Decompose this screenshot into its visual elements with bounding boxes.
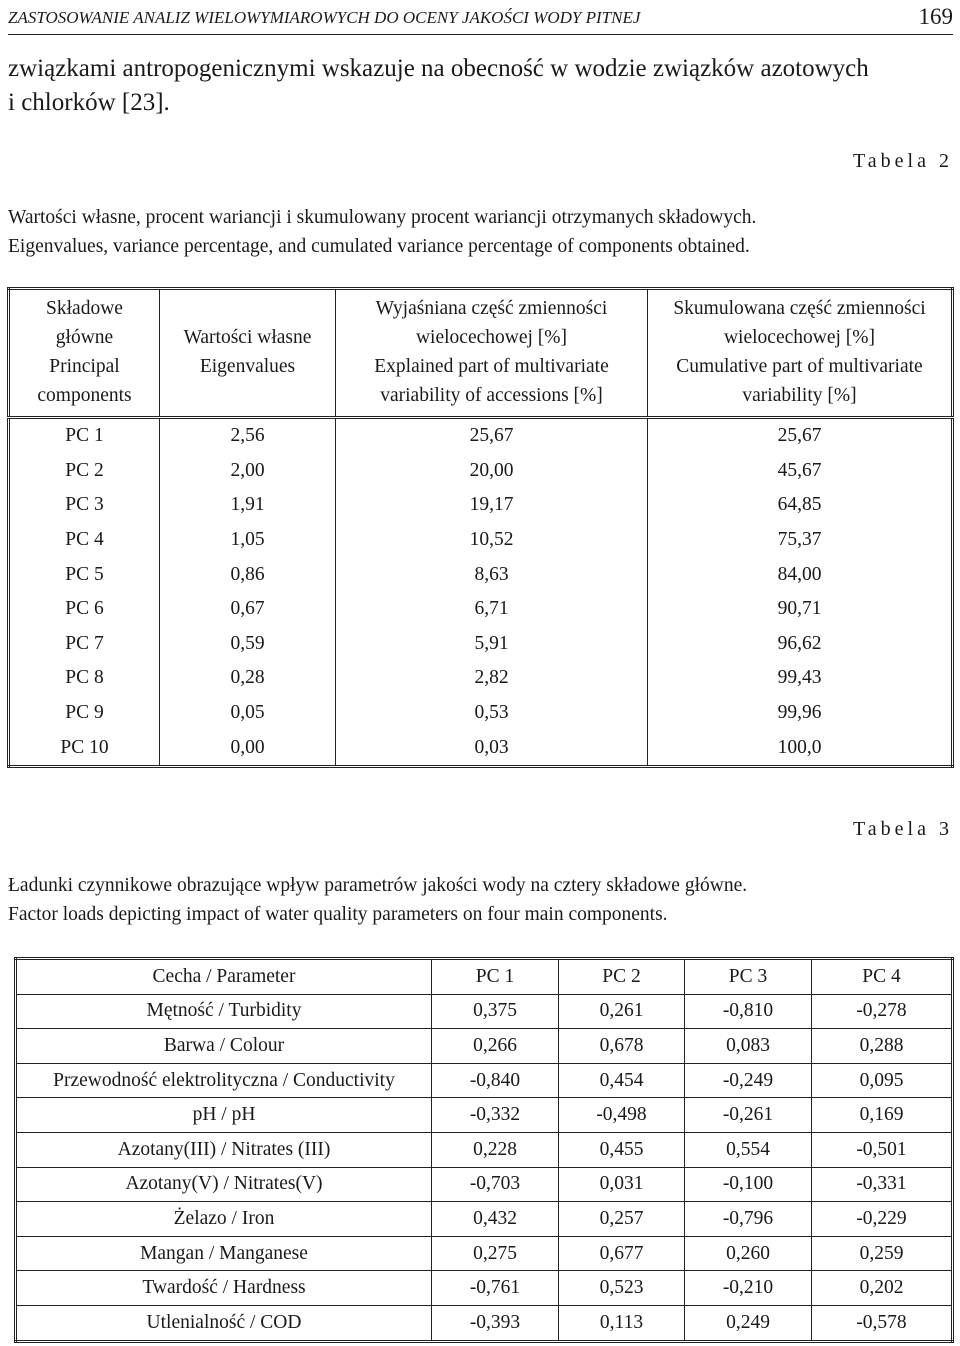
header-line: Explained part of multivariate — [374, 356, 609, 377]
column-header — [336, 289, 648, 418]
table-cell: -0,249 — [685, 1063, 812, 1098]
table-row — [9, 454, 953, 489]
table-cell: PC 10 — [9, 730, 160, 766]
table-cell: 0,259 — [812, 1236, 953, 1271]
table-cell: 20,00 — [336, 454, 648, 489]
table-cell: -0,498 — [559, 1098, 685, 1133]
table-cell: 1,05 — [160, 523, 336, 558]
table-cell: 0,03 — [336, 730, 648, 766]
table-cell: Żelazo / Iron — [16, 1202, 432, 1237]
table3-label: Tabela 3 — [852, 818, 953, 840]
table-cell: -0,501 — [812, 1132, 953, 1167]
table-row — [9, 730, 953, 766]
table-row — [16, 1063, 953, 1098]
table-cell: 0,113 — [559, 1305, 685, 1341]
table-cell: 0,261 — [559, 994, 685, 1029]
column-header — [648, 289, 953, 418]
table-cell: PC 9 — [9, 696, 160, 731]
page-number: 169 — [918, 4, 953, 29]
header-line: wielocechowej [%] — [723, 327, 876, 348]
header-line: wielocechowej [%] — [415, 327, 568, 348]
table-cell: PC 6 — [9, 592, 160, 627]
header-line: Wartości własne — [183, 327, 312, 348]
header-line: główne — [55, 327, 114, 348]
table-cell: -0,210 — [685, 1271, 812, 1306]
table-cell: 64,85 — [777, 494, 822, 516]
table-cell: -0,261 — [685, 1098, 812, 1133]
table-cell: 0,257 — [559, 1202, 685, 1237]
table-cell: -0,100 — [685, 1167, 812, 1202]
caption-en: Factor loads depicting impact of water quality parameters on four main components. — [8, 904, 668, 925]
table-cell: 19,17 — [336, 488, 648, 523]
table-cell: 0,169 — [812, 1098, 953, 1133]
table-cell: 0,28 — [160, 661, 336, 696]
table-cell: 8,63 — [336, 557, 648, 592]
table-cell: 10,52 — [336, 523, 648, 558]
table-cell: 0,249 — [685, 1305, 812, 1341]
table2-label: Tabela 2 — [852, 150, 953, 172]
table-cell: -0,796 — [685, 1202, 812, 1237]
table-cell: 0,095 — [812, 1063, 953, 1098]
table-row — [16, 1098, 953, 1133]
table-row — [16, 1236, 953, 1271]
table-row — [16, 1271, 953, 1306]
header-line: variability of accessions [%] — [380, 385, 603, 406]
table-cell: 2,56 — [160, 418, 336, 454]
table-body — [9, 418, 953, 767]
table-cell: -0,578 — [856, 1311, 907, 1333]
table-cell: 0,202 — [812, 1271, 953, 1306]
table-cell: 0,275 — [432, 1236, 559, 1271]
paragraph-line: związkami antropogenicznymi wskazuje na obecność w wodzie związków azotowych — [8, 55, 869, 82]
table-cell: 0,678 — [559, 1029, 685, 1064]
body-paragraph — [8, 52, 953, 120]
table-cell: 0,375 — [432, 994, 559, 1029]
table-row — [9, 592, 953, 627]
table-cell: -0,278 — [812, 994, 953, 1029]
header-line: Składowe — [46, 298, 123, 319]
header-line: components — [37, 385, 132, 406]
table-cell: -0,761 — [432, 1271, 559, 1306]
table-cell: 0,266 — [432, 1029, 559, 1064]
table-cell: -0,810 — [685, 994, 812, 1029]
table-cell: -0,332 — [432, 1098, 559, 1133]
header-line: variability [%] — [742, 385, 857, 406]
table-row — [9, 696, 953, 731]
header-line: Eigenvalues — [199, 356, 296, 377]
table-cell: -0,331 — [812, 1167, 953, 1202]
column-header — [160, 289, 336, 418]
running-header — [8, 4, 953, 35]
header-line: Cumulative part of multivariate — [676, 356, 923, 377]
eigenvalues-table — [7, 287, 954, 768]
table-cell: 0,554 — [685, 1132, 812, 1167]
factor-loads-table — [14, 957, 954, 1343]
table-row — [9, 557, 953, 592]
paragraph-line: i chlorków [23]. — [8, 89, 170, 116]
table-cell: 0,455 — [559, 1132, 685, 1167]
table-cell: 2,00 — [160, 454, 336, 489]
table-cell: 99,96 — [777, 702, 822, 724]
table-cell: Przewodność elektrolityczna / Conductivity — [16, 1063, 432, 1098]
table-cell: Mangan / Manganese — [16, 1236, 432, 1271]
table-cell: 84,00 — [777, 563, 822, 585]
table-cell: 0,00 — [160, 730, 336, 766]
table-row — [9, 661, 953, 696]
caption-pl: Wartości własne, procent wariancji i skumulowany procent wariancji otrzymanych składowych. — [8, 207, 757, 228]
table-cell: PC 5 — [9, 557, 160, 592]
table-cell: 0,031 — [559, 1167, 685, 1202]
table-cell: Azotany(V) / Nitrates(V) — [16, 1167, 432, 1202]
table-cell: 0,67 — [160, 592, 336, 627]
table-cell: 0,454 — [559, 1063, 685, 1098]
table-cell: 0,228 — [432, 1132, 559, 1167]
header-line: Wyjaśniana część zmienności — [375, 298, 608, 319]
table-row — [9, 488, 953, 523]
table3-caption — [8, 871, 953, 929]
column-header: PC 4 — [812, 959, 953, 995]
header-line: Principal — [49, 356, 120, 377]
table-row — [9, 418, 953, 454]
table-cell: PC 2 — [9, 454, 160, 489]
table-cell: PC 4 — [9, 523, 160, 558]
table-row — [9, 523, 953, 558]
table-cell: 25,67 — [336, 418, 648, 454]
running-title: ZASTOSOWANIE ANALIZ WIELOWYMIAROWYCH DO OCENY JAKOŚCI WODY PITNEJ — [8, 8, 641, 27]
table-cell: 0,677 — [559, 1236, 685, 1271]
column-header: PC 1 — [432, 959, 559, 995]
table-cell: 5,91 — [336, 627, 648, 662]
table-cell: Mętność / Turbidity — [16, 994, 432, 1029]
table-body — [16, 994, 953, 1341]
table-cell: 100,0 — [777, 736, 822, 758]
table-cell: 6,71 — [336, 592, 648, 627]
table-row — [16, 1167, 953, 1202]
table2-caption — [8, 203, 953, 261]
table-cell: 0,53 — [336, 696, 648, 731]
header-line: Skumulowana część zmienności — [673, 298, 926, 319]
table-cell: 0,05 — [160, 696, 336, 731]
column-header — [9, 289, 160, 418]
table-cell: 1,91 — [160, 488, 336, 523]
table-cell: Barwa / Colour — [16, 1029, 432, 1064]
table-cell: 0,86 — [160, 557, 336, 592]
table-cell: PC 8 — [9, 661, 160, 696]
table-cell: 45,67 — [777, 459, 822, 481]
column-header: Cecha / Parameter — [16, 959, 432, 995]
table-cell: 25,67 — [777, 425, 822, 447]
table-row — [16, 1202, 953, 1237]
table-cell: 0,288 — [812, 1029, 953, 1064]
table-row — [16, 1305, 953, 1341]
table-cell: Twardość / Hardness — [16, 1271, 432, 1306]
table-cell: 2,82 — [336, 661, 648, 696]
caption-pl: Ładunki czynnikowe obrazujące wpływ parametrów jakości wody na cztery składowe główne. — [8, 875, 748, 896]
column-header: PC 2 — [559, 959, 685, 995]
table-cell: -0,229 — [812, 1202, 953, 1237]
table-cell: 75,37 — [777, 529, 822, 551]
caption-en: Eigenvalues, variance percentage, and cumulated variance percentage of components obtained. — [8, 236, 750, 257]
table-cell: Azotany(III) / Nitrates (III) — [16, 1132, 432, 1167]
table-cell: 0,260 — [685, 1236, 812, 1271]
table-cell: -0,703 — [432, 1167, 559, 1202]
table-cell: -0,840 — [432, 1063, 559, 1098]
table-cell: pH / pH — [16, 1098, 432, 1133]
column-header: PC 3 — [685, 959, 812, 995]
table-cell: -0,393 — [432, 1305, 559, 1341]
table-cell: PC 1 — [9, 418, 160, 454]
table-row — [9, 627, 953, 662]
table-cell: Utlenialność / COD — [16, 1305, 432, 1341]
table-cell: PC 7 — [9, 627, 160, 662]
table-cell: 0,432 — [432, 1202, 559, 1237]
table-cell: 0,083 — [685, 1029, 812, 1064]
table-row — [16, 994, 953, 1029]
table-cell: 96,62 — [777, 632, 822, 654]
table-cell: 0,523 — [559, 1271, 685, 1306]
table-header-row — [9, 289, 953, 418]
table-header-row — [16, 959, 953, 995]
table-cell: 0,59 — [160, 627, 336, 662]
table-cell: 99,43 — [777, 667, 822, 689]
table-cell: 90,71 — [777, 598, 822, 620]
table-cell: PC 3 — [9, 488, 160, 523]
table-row — [16, 1029, 953, 1064]
table-row — [16, 1132, 953, 1167]
